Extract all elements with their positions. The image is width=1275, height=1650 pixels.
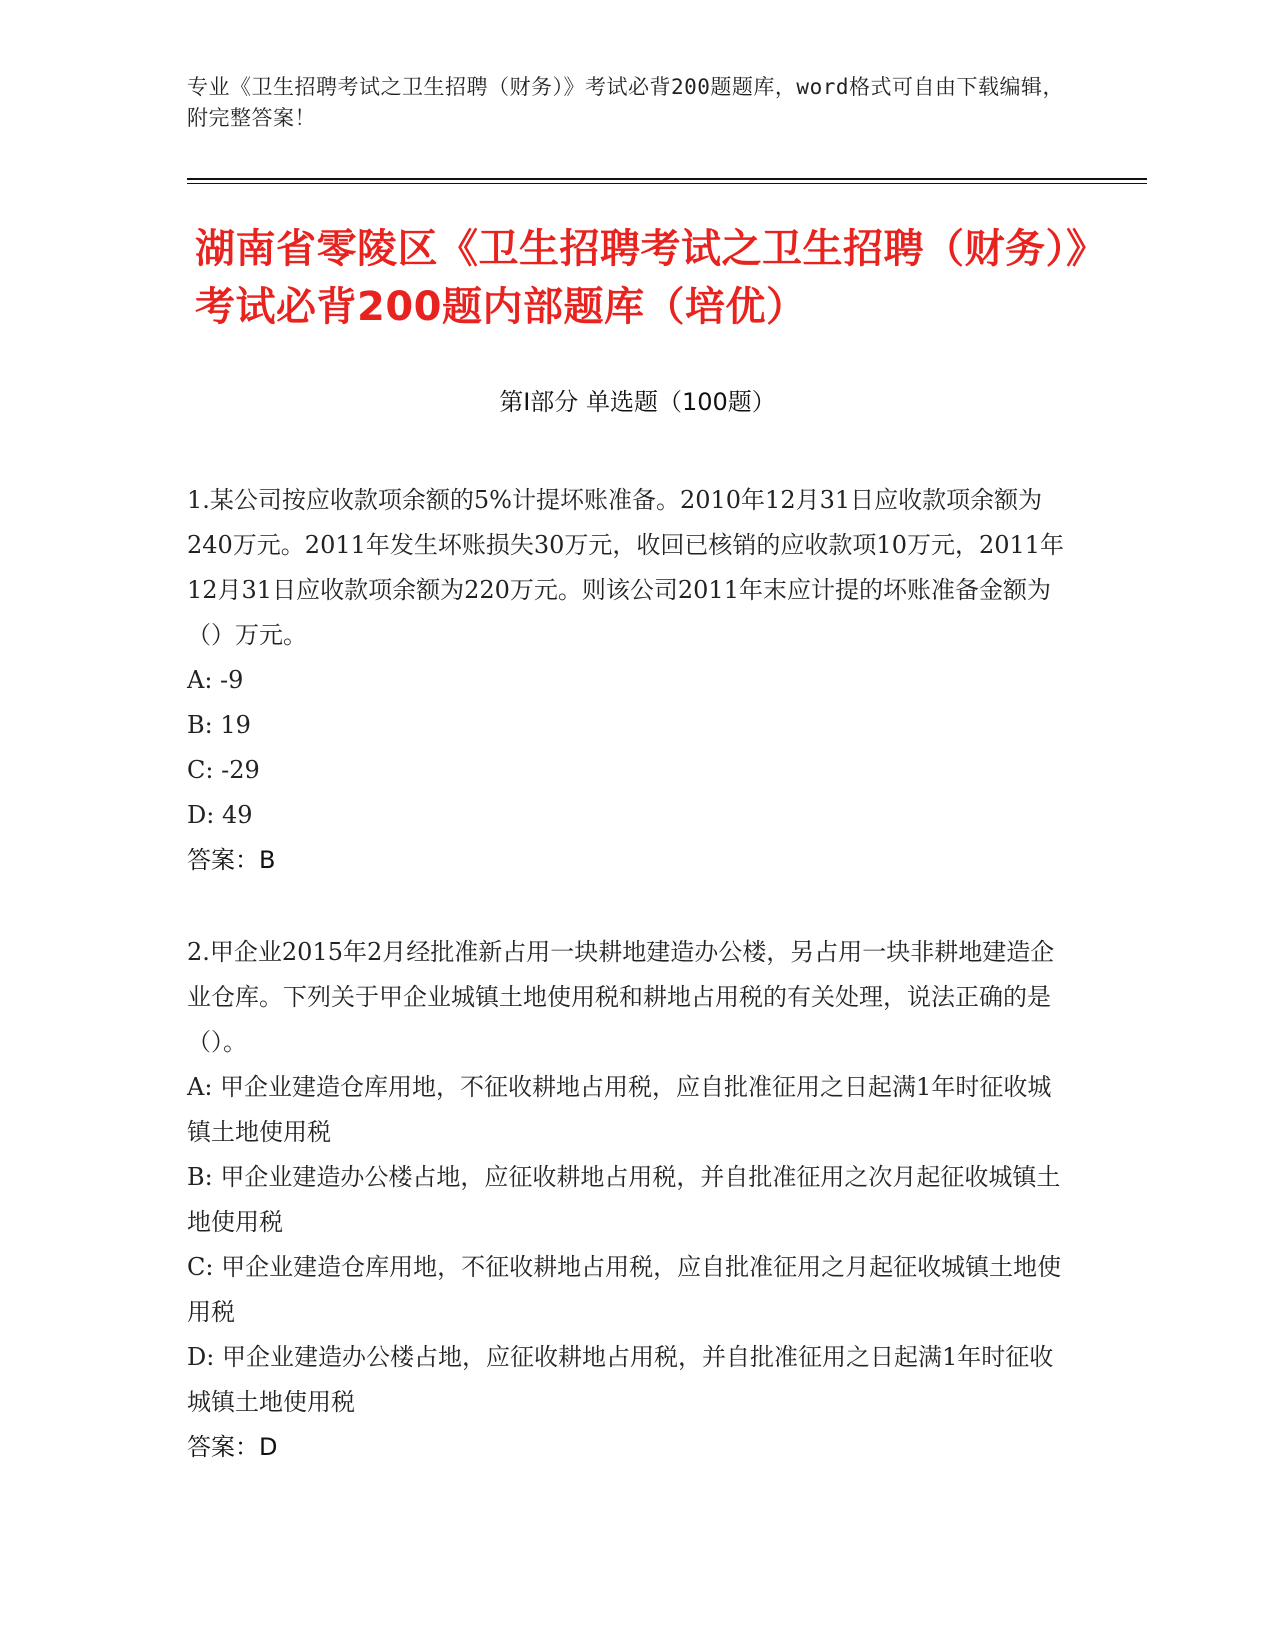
document-title: 湖南省零陵区《卫生招聘考试之卫生招聘（财务）》考试必背200题内部题库（培优）: [195, 226, 1087, 330]
answer-value: D: [259, 1433, 278, 1461]
answer-line: [187, 1425, 1067, 1470]
question-stem: 1.某公司按应收款项余额的5%计提坏账准备。2010年12月31日应收款项余额为240万元。2011年发生坏账损失30万元，收回已核销的应收款项10万元，2011年12月31日应收款项余额为220万元。则该公司2011年末应计提的坏账准备金额为（）万元。: [187, 486, 1065, 649]
question-2: [187, 930, 1067, 1470]
header-divider-thick: [187, 178, 1147, 180]
option-b: B: 19: [187, 711, 251, 739]
answer-line: [187, 838, 1067, 883]
section-title: 第Ⅰ部分 单选题（100题）: [499, 388, 776, 416]
option-d: D: 甲企业建造办公楼占地，应征收耕地占用税，并自批准征用之日起满1年时征收城镇土地使用税: [187, 1343, 1054, 1416]
option-c: C: -29: [187, 756, 260, 784]
header-note: 专业《卫生招聘考试之卫生招聘（财务）》考试必背200题题库，word格式可自由下载编辑，附完整答案！: [187, 75, 1064, 130]
answer-value: B: [259, 846, 276, 874]
question-1: [187, 478, 1067, 883]
answer-label: 答案：: [187, 1433, 259, 1461]
option-d: D: 49: [187, 801, 253, 829]
option-a: A: 甲企业建造仓库用地，不征收耕地占用税，应自批准征用之日起满1年时征收城镇土地使用税: [187, 1073, 1052, 1146]
option-c: C: 甲企业建造仓库用地，不征收耕地占用税，应自批准征用之月起征收城镇土地使用税: [187, 1253, 1062, 1326]
header-divider-thin: [187, 183, 1147, 184]
option-a: A: -9: [187, 666, 244, 694]
answer-label: 答案：: [187, 846, 259, 874]
question-stem: 2.甲企业2015年2月经批准新占用一块耕地建造办公楼，另占用一块非耕地建造企业仓库。下列关于甲企业城镇土地使用税和耕地占用税的有关处理，说法正确的是（）。: [187, 938, 1055, 1056]
option-b: B: 甲企业建造办公楼占地，应征收耕地占用税，并自批准征用之次月起征收城镇土地使用税: [187, 1163, 1061, 1236]
